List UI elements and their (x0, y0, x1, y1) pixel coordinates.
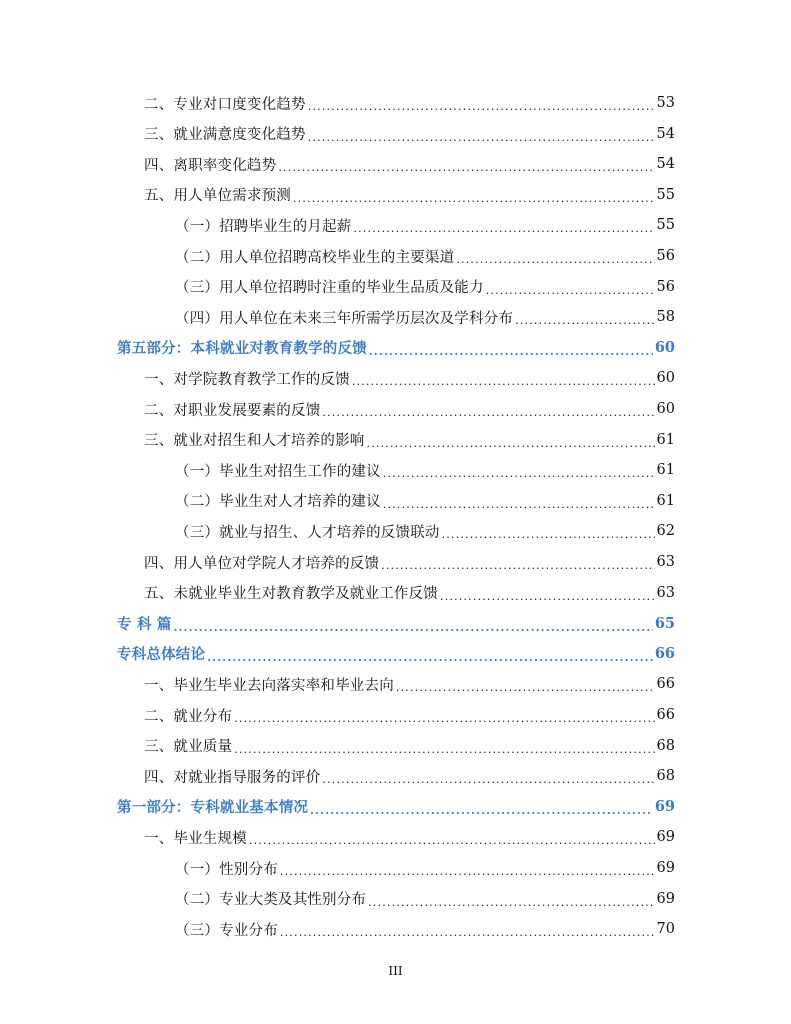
toc-entry-page: 55 (656, 186, 675, 203)
toc-entry[interactable] (117, 394, 675, 424)
toc-entry-title: 四、对就业指导服务的评价 (144, 769, 321, 786)
toc-entry-title: 三、就业质量 (144, 739, 233, 756)
toc-dot-leader (369, 342, 653, 359)
toc-entry-title: 二、就业分布 (144, 708, 233, 725)
toc-entry-page: 60 (656, 370, 675, 387)
toc-entry-page: 66 (654, 645, 675, 663)
toc-entry-page: 62 (656, 523, 675, 540)
toc-entry-page: 68 (656, 768, 675, 785)
toc-entry[interactable] (117, 88, 675, 118)
toc-entry[interactable] (117, 302, 675, 332)
toc-section-heading[interactable] (117, 333, 675, 363)
toc-entry[interactable] (117, 914, 675, 944)
toc-entry-title: 一、毕业生规模 (144, 830, 247, 847)
toc-dot-leader (367, 435, 655, 451)
toc-dot-leader (515, 312, 654, 328)
toc-entry[interactable] (117, 761, 675, 791)
toc-entry-page: 56 (656, 248, 675, 264)
toc-entry[interactable] (117, 853, 675, 883)
toc-dot-leader (310, 801, 653, 818)
toc-dot-leader (280, 863, 655, 879)
toc-entry-page: 58 (656, 309, 675, 326)
toc-entry-title: 第一部分：专科就业基本情况 (117, 799, 309, 817)
toc-entry-title: 五、用人单位需求预测 (144, 188, 291, 205)
toc-entry-page: 60 (656, 401, 675, 417)
toc-dot-leader (442, 526, 655, 542)
toc-dot-leader (383, 465, 655, 481)
toc-entry-title: 二、专业对口度变化趋势 (144, 96, 306, 113)
toc-entry-title: 四、用人单位对学院人才培养的反馈 (144, 555, 380, 572)
toc-dot-leader (280, 924, 655, 940)
toc-dot-leader (456, 251, 654, 267)
toc-dot-leader (383, 496, 655, 512)
toc-entry-page: 56 (656, 278, 675, 295)
toc-dot-leader (234, 741, 654, 757)
toc-entry-title: （一）毕业生对招生工作的建议 (175, 463, 381, 480)
toc-entry-title: （三）用人单位招聘时注重的毕业生品质及能力 (175, 280, 484, 297)
toc-entry-page: 61 (656, 462, 675, 479)
toc-entry-page: 66 (656, 707, 675, 723)
toc-entry[interactable] (117, 210, 675, 240)
toc-entry[interactable] (117, 119, 675, 149)
toc-dot-leader (396, 679, 655, 695)
toc-entry-page: 61 (656, 431, 675, 448)
toc-dot-leader (322, 771, 654, 787)
toc-entry-title: 三、就业对招生和人才培养的影响 (144, 433, 365, 450)
toc-entry[interactable] (117, 731, 675, 761)
toc-entry-page: 60 (654, 339, 675, 357)
toc-dot-leader (322, 404, 654, 420)
toc-dot-leader (308, 98, 655, 114)
toc-dot-leader (174, 618, 653, 635)
toc-entry[interactable] (117, 822, 675, 852)
toc-entry-title: 第五部分：本科就业对教育教学的反馈 (117, 340, 367, 358)
toc-dot-leader (308, 129, 655, 145)
toc-entry-title: （二）用人单位招聘高校毕业生的主要渠道 (175, 249, 455, 266)
toc-entry[interactable] (117, 700, 675, 730)
toc-entry-page: 53 (656, 95, 675, 111)
toc-entry[interactable] (117, 884, 675, 914)
toc-entry-page: 63 (656, 554, 675, 570)
toc-entry[interactable] (117, 455, 675, 485)
toc-entry[interactable] (117, 578, 675, 608)
page-number: III (388, 964, 403, 978)
toc-entry-page: 69 (656, 860, 675, 876)
toc-entry-page: 55 (656, 217, 675, 234)
toc-section-heading[interactable] (117, 639, 675, 669)
toc-entry[interactable] (117, 669, 675, 699)
toc-dot-leader (353, 220, 654, 236)
toc-entry[interactable] (117, 486, 675, 516)
toc-entry-page: 63 (656, 584, 675, 601)
toc-entry-page: 69 (656, 890, 675, 907)
toc-entry-title: （二）毕业生对人才培养的建议 (175, 494, 381, 511)
toc-entry-title: 二、对职业发展要素的反馈 (144, 402, 321, 419)
toc-entry-title: 三、就业满意度变化趋势 (144, 127, 306, 144)
toc-dot-leader (352, 373, 655, 389)
toc-dot-leader (234, 710, 654, 726)
toc-entry[interactable] (117, 272, 675, 302)
toc-entry-title: 一、毕业生毕业去向落实率和毕业去向 (144, 677, 394, 694)
toc-dot-leader (381, 557, 654, 573)
toc-entry[interactable] (117, 149, 675, 179)
toc-entry-title: （二）专业大类及其性别分布 (175, 892, 367, 909)
toc-entry-page: 54 (656, 156, 675, 173)
toc-entry-title: （四）用人单位在未来三年所需学历层次及学科分布 (175, 310, 514, 327)
toc-entry[interactable] (117, 516, 675, 546)
toc-entry-title: （三）专业分布 (175, 922, 278, 939)
toc-entry-page: 61 (656, 492, 675, 509)
toc-entry[interactable] (117, 547, 675, 577)
toc-dot-leader (486, 282, 655, 298)
toc-section-heading[interactable] (117, 608, 675, 638)
toc-entry[interactable] (117, 425, 675, 455)
toc-entry[interactable] (117, 180, 675, 210)
toc-entry-title: 专科总体结论 (117, 646, 206, 664)
toc-entry-title: 五、未就业毕业生对教育教学及就业工作反馈 (144, 586, 438, 603)
toc-entry-title: 一、对学院教育教学工作的反馈 (144, 371, 350, 388)
toc-dot-leader (278, 159, 654, 175)
toc-dot-leader (440, 588, 655, 604)
toc-entry-page: 70 (656, 921, 675, 938)
toc-entry[interactable] (117, 363, 675, 393)
toc-dot-leader (368, 894, 654, 910)
toc-entry-page: 54 (656, 125, 675, 142)
toc-dot-leader (249, 832, 655, 848)
toc-dot-leader (207, 648, 653, 665)
toc-entry[interactable] (117, 241, 675, 271)
toc-entry-page: 69 (656, 829, 675, 846)
toc-entry-page: 66 (656, 676, 675, 693)
toc-entry-title: （三）就业与招生、人才培养的反馈联动 (175, 524, 440, 541)
toc-entry-title: 专 科 篇 (117, 615, 172, 633)
toc-entry-page: 68 (656, 737, 675, 754)
toc-entry-title: 四、离职率变化趋势 (144, 157, 277, 174)
toc-entry-title: （一）性别分布 (175, 861, 278, 878)
toc-dot-leader (293, 190, 655, 206)
toc-section-heading[interactable] (117, 792, 675, 822)
toc-entry-title: （一）招聘毕业生的月起薪 (175, 218, 352, 235)
toc-entry-page: 65 (654, 614, 675, 632)
toc-entry-page: 69 (654, 798, 675, 816)
